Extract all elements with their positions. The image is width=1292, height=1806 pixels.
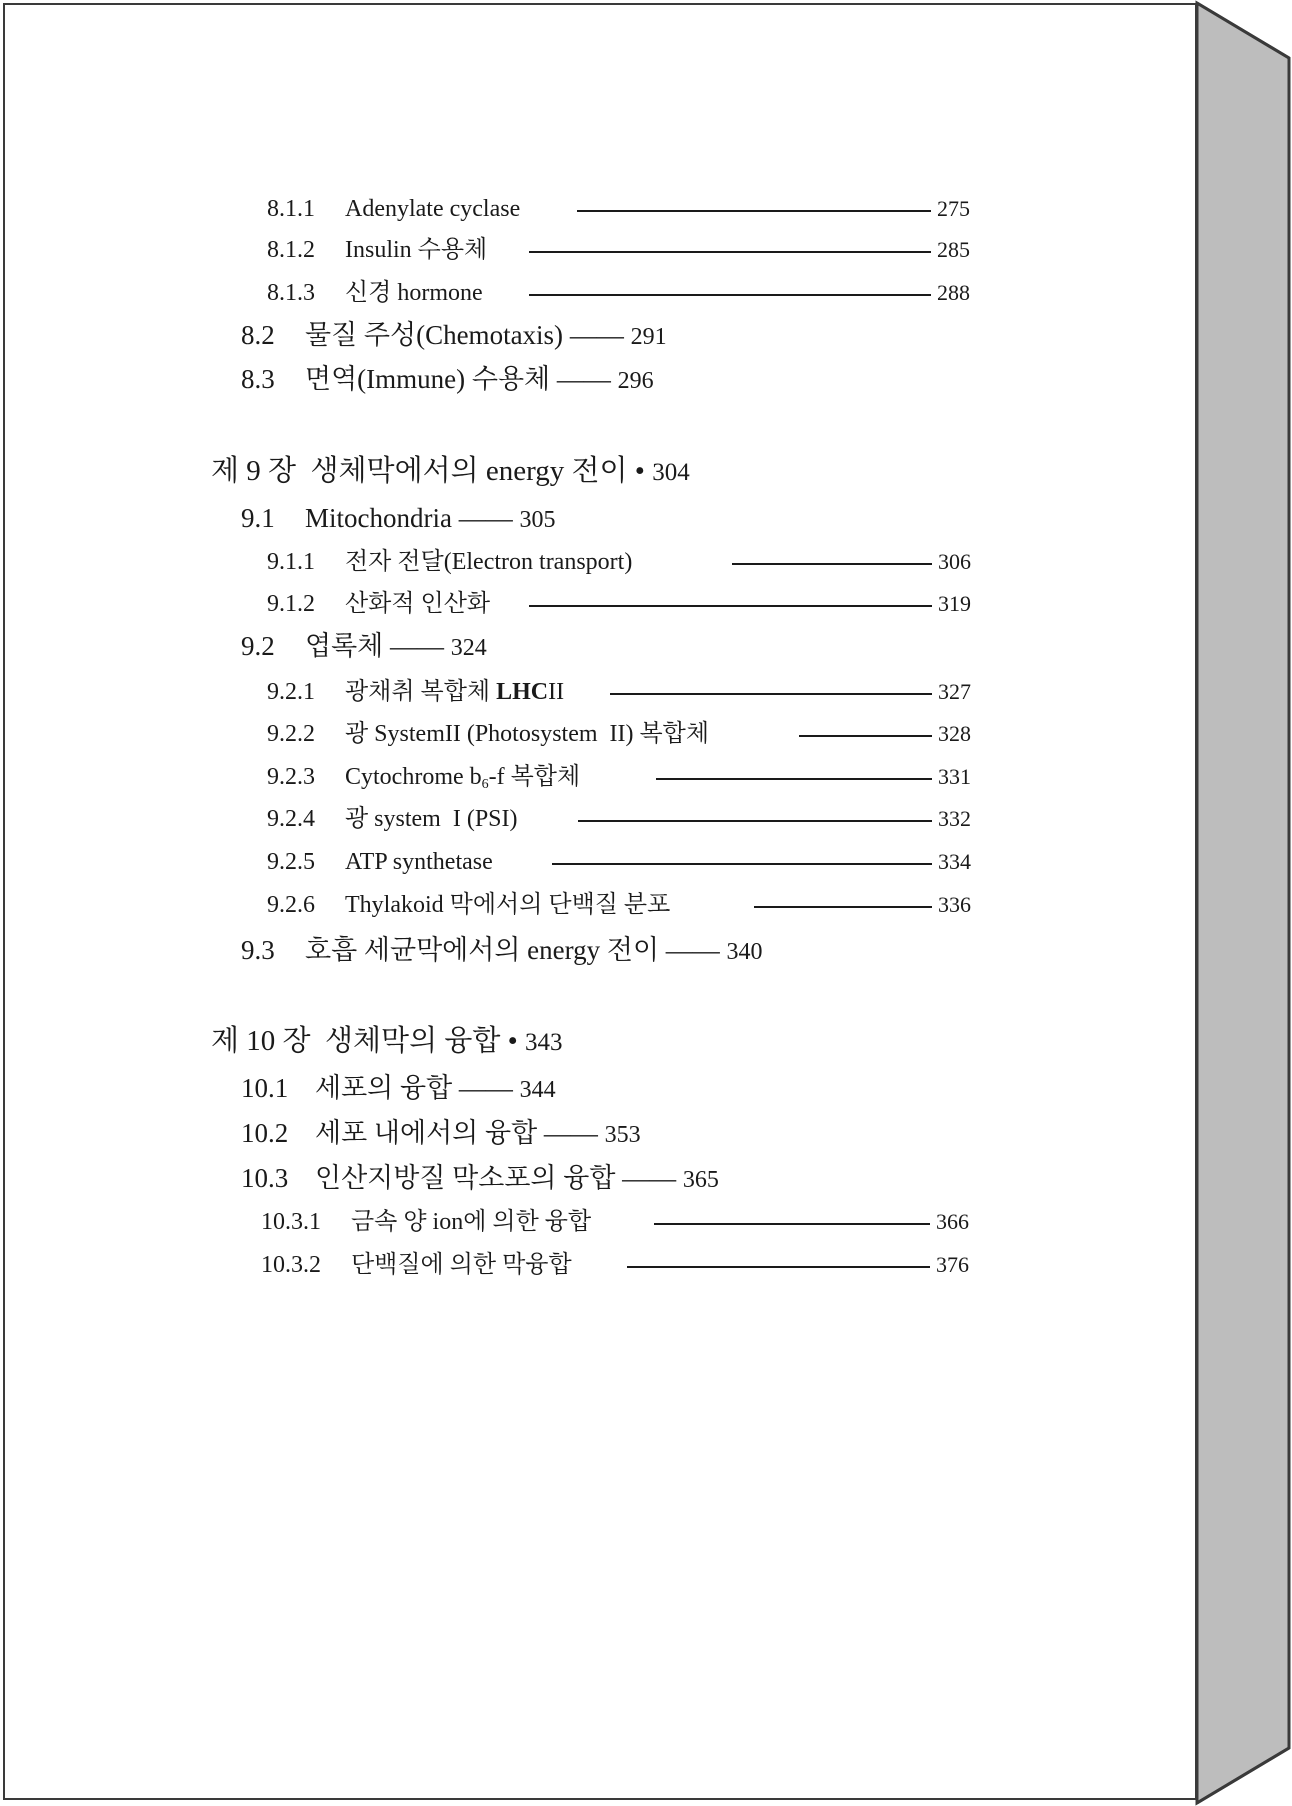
page-number: 336: [938, 892, 971, 917]
subscript: 6: [481, 777, 489, 792]
section-number: 10.3.1: [261, 1209, 321, 1235]
page-number: 324: [450, 635, 487, 661]
book-page: [3, 3, 1197, 1800]
section-title-tail: -f 복합체: [488, 764, 581, 790]
section-title: 광채취 복합체: [345, 679, 491, 705]
section-number: 8.1.2: [267, 237, 315, 263]
leader-line: [656, 778, 932, 780]
section-title-tail: II: [548, 679, 565, 705]
section-title: Cytochrome b: [345, 764, 482, 790]
section-title-line: [305, 501, 555, 537]
page-number: 305: [519, 507, 556, 533]
section-title: 단백질에 의한 막융합: [351, 1252, 572, 1278]
section-number: 10.3.2: [261, 1252, 321, 1278]
page-number: 365: [682, 1167, 719, 1193]
section-title-line: [305, 318, 667, 354]
section-number: 9.3: [241, 935, 275, 965]
section-number: 9.1.2: [267, 591, 315, 617]
leader-line: [610, 693, 932, 695]
separator: •: [634, 455, 645, 487]
spine-bottom-edge: [1197, 1748, 1289, 1803]
section-title-line: [315, 1116, 641, 1152]
section-title-line: [315, 1071, 556, 1107]
section-number: 9.2.1: [267, 679, 315, 705]
page-number: 275: [937, 196, 970, 221]
section-title: 세포 내에서의 융합: [315, 1118, 538, 1148]
section-number: 9.1: [241, 503, 275, 533]
section-title-line: [305, 362, 654, 398]
page-number: 306: [938, 549, 971, 574]
section-title: Insulin 수용체: [345, 237, 488, 263]
spine-face: [1197, 3, 1289, 1803]
section-title: 산화적 인산화: [345, 591, 491, 617]
page-number: 334: [938, 849, 971, 874]
section-title: 세포의 융합: [315, 1073, 453, 1103]
page-number: 288: [937, 280, 970, 305]
section-number: 9.2.6: [267, 892, 315, 918]
section-number: 8.3: [241, 364, 275, 394]
section-title: 호흡 세균막에서의 energy 전이: [305, 935, 660, 965]
section-title-line: [345, 760, 580, 802]
chapter-title: 제 9 장 생체막에서의 energy 전이: [211, 455, 628, 487]
dash: ——: [390, 631, 444, 661]
chapter-title: 제 10 장 생체막의 융합: [211, 1025, 501, 1057]
section-title: ATP synthetase: [345, 849, 493, 875]
section-number: 9.2.5: [267, 849, 315, 875]
page-number: 319: [938, 591, 971, 616]
section-title: 면역(Immune) 수용체: [305, 364, 551, 394]
section-number: 10.1: [241, 1073, 289, 1103]
section-number: 9.2.2: [267, 721, 315, 747]
leader-line: [529, 251, 931, 253]
page-number: 340: [726, 939, 763, 965]
section-title-bold: LHC: [496, 679, 549, 705]
dash: ——: [556, 364, 611, 394]
leader-line: [577, 210, 931, 212]
section-title-line: [305, 629, 487, 665]
dash: ——: [665, 935, 720, 965]
section-title: 금속 양 ion에 의한 융합: [351, 1209, 592, 1235]
section-number: 10.2: [241, 1118, 289, 1148]
page-number: 285: [937, 237, 970, 262]
page-number: 327: [938, 679, 971, 704]
section-title: 인산지방질 막소포의 융합: [315, 1163, 616, 1193]
page-number: 291: [630, 324, 667, 350]
section-title: 광 SystemII (Photosystem II) 복합체: [345, 721, 710, 747]
section-title: Mitochondria: [305, 503, 452, 533]
section-title: 신경 hormone: [345, 280, 483, 306]
section-title-line: [305, 933, 763, 969]
section-number: 9.2: [241, 631, 275, 661]
leader-line: [799, 735, 932, 737]
dash: ——: [622, 1163, 677, 1193]
section-title-line: [345, 675, 564, 709]
section-number: 8.1.1: [267, 196, 315, 222]
page-number: 328: [938, 721, 971, 746]
separator: •: [507, 1025, 518, 1057]
leader-line: [578, 820, 932, 822]
section-title: 광 system I (PSI): [345, 806, 518, 832]
section-number: 9.2.3: [267, 764, 315, 790]
page-number: 304: [652, 459, 690, 486]
spine-top-edge: [1197, 3, 1289, 58]
section-number: 10.3: [241, 1163, 289, 1193]
page-number: 296: [617, 368, 654, 394]
section-title: 엽록체: [305, 631, 384, 661]
page-number: 344: [519, 1077, 556, 1103]
section-title: 전자 전달(Electron transport): [345, 549, 633, 575]
page-number: 366: [936, 1209, 969, 1234]
section-number: 8.2: [241, 320, 275, 350]
page-number: 343: [525, 1029, 563, 1056]
page-number: 353: [604, 1122, 641, 1148]
leader-line: [732, 563, 932, 565]
section-number: 9.1.1: [267, 549, 315, 575]
page-number: 332: [938, 806, 971, 831]
section-title: Adenylate cyclase: [345, 196, 521, 222]
page-number: 331: [938, 764, 971, 789]
dash: ——: [569, 320, 624, 350]
leader-line: [627, 1266, 930, 1268]
chapter-heading-10[interactable]: [211, 1024, 563, 1058]
section-title-line: [315, 1161, 719, 1197]
section-title: 물질 주성(Chemotaxis): [305, 320, 564, 350]
dash: ——: [458, 1073, 513, 1103]
leader-line: [529, 605, 932, 607]
dash: ——: [458, 503, 513, 533]
section-number: 9.2.4: [267, 806, 315, 832]
leader-line: [529, 294, 931, 296]
dash: ——: [543, 1118, 598, 1148]
section-number: 8.1.3: [267, 280, 315, 306]
chapter-heading-9[interactable]: [211, 454, 690, 488]
leader-line: [552, 863, 932, 865]
leader-line: [654, 1223, 930, 1225]
section-title: Thylakoid 막에서의 단백질 분포: [345, 892, 671, 918]
leader-line: [754, 906, 932, 908]
page-number: 376: [936, 1252, 969, 1277]
